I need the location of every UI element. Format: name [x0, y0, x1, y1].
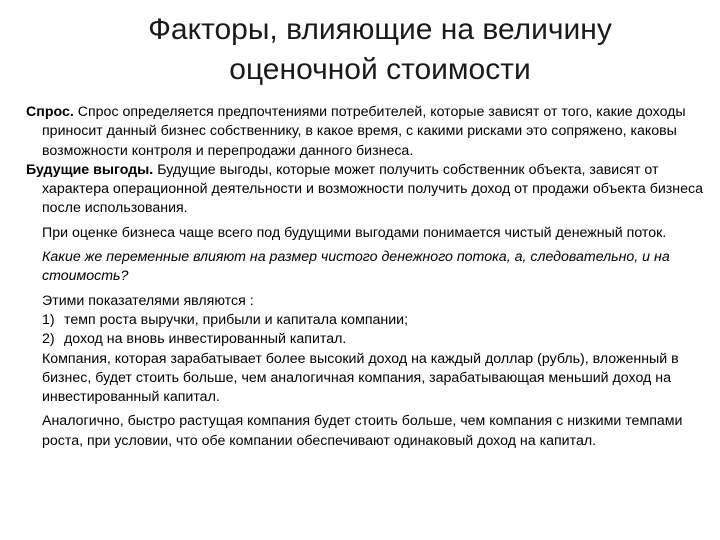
slide-content — [26, 103, 706, 451]
indicators-intro: Этими показателями являются : — [42, 292, 254, 309]
title-line-1: Факторы, влияющие на величину — [148, 13, 612, 46]
title-line-2: оценочной стоимости — [229, 53, 531, 86]
question-paragraph: Какие же переменные влияют на размер чистого денежного потока, а, следовательно, и на стоимость? — [42, 249, 670, 285]
growth-paragraph: Аналогично, быстро растущая компания будет стоить больше, чем компания с низкими темпами роста, при условии, что обе компании обеспечивают одинаковый доход на капитал. — [42, 413, 683, 449]
list-number: 1) — [42, 311, 55, 328]
demand-paragraph — [26, 103, 706, 161]
list-text: доход на вновь инвестированный капитал. — [64, 331, 347, 348]
demand-term: Спрос. — [26, 104, 74, 120]
list-item — [26, 330, 706, 349]
slide-title — [80, 10, 680, 90]
demand-text: Спрос определяется предпочтениями потребителей, которые зависят от того, какие доходы приносит данный бизнес собственнику, в какое время, с какими рисками это сопряжено, каковы возможности контроля и перепродажи данного бизнеса. — [42, 104, 686, 159]
list-item — [26, 311, 706, 330]
list-number: 2) — [42, 331, 55, 348]
list-text: темп роста выручки, прибыли и капитала компании; — [64, 311, 409, 328]
cashflow-paragraph: При оценке бизнеса чаще всего под будущими выгодами понимается чистый денежный поток. — [42, 224, 667, 241]
company-paragraph: Компания, которая зарабатывает более высокий доход на каждый доллар (рубль), вложенный в бизнес, будет стоить больше, чем аналогичная компания, зарабатывающая меньший доход на инвестированный капитал. — [42, 350, 679, 406]
benefits-term: Будущие выгоды. — [26, 161, 154, 178]
benefits-paragraph — [26, 161, 706, 219]
benefits-text: Будущие выгоды, которые может получить собственник объекта, зависят от характера операционной деятельности и возможности получить доход от продажи объекта бизнеса после использования. — [42, 161, 703, 217]
